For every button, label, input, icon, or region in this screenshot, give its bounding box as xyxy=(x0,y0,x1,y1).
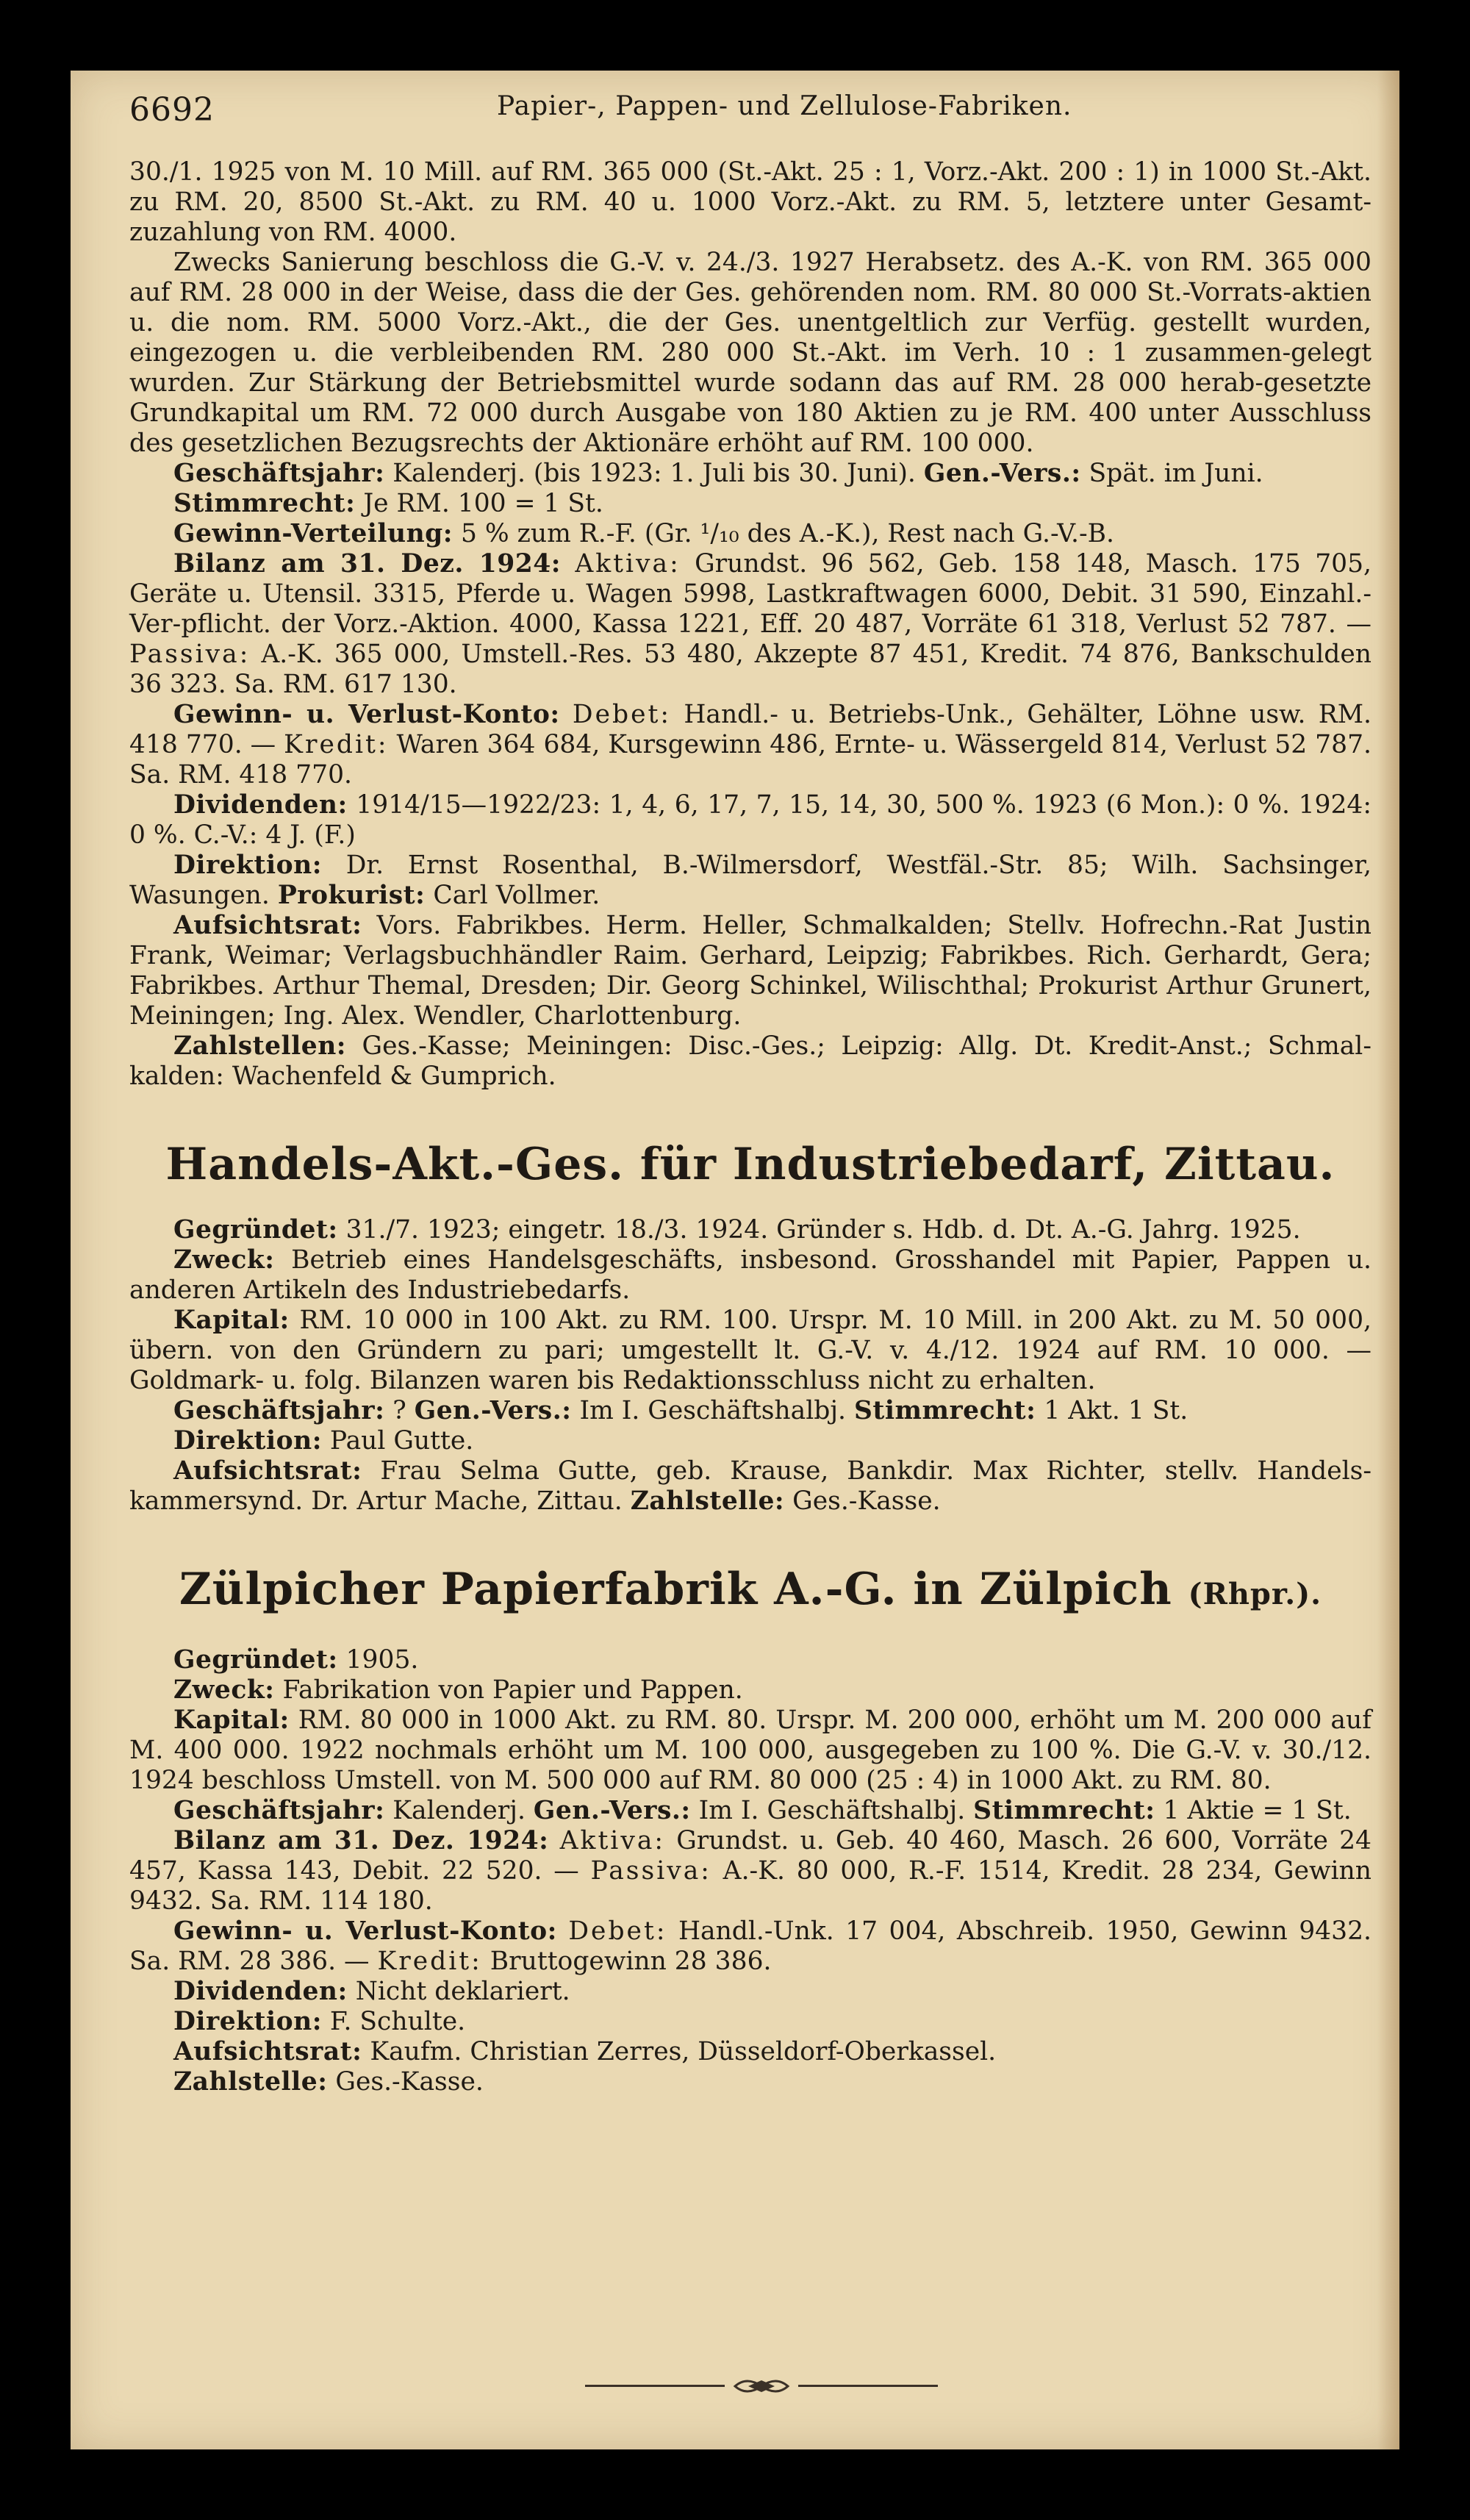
credit-value: Bruttogewinn 28 386. xyxy=(490,1947,772,1976)
section-zuelpicher-papierfabrik xyxy=(129,1562,1372,2097)
purpose-label: Zweck: xyxy=(173,1245,275,1275)
profit-loss-entry xyxy=(129,1916,1372,1977)
profit-loss-entry xyxy=(129,700,1372,790)
capital-value: RM. 80 000 in 1000 Akt. zu RM. 80. Urspr. M. 200 000, erhöht um M. 200 000 auf M. 400 000. 1922 nochmals erhöht um M. 100 000, ausgegeben zu 100 %. Die G.-V. v. 30./12. 1924 beschloss Umstell. von M. 500 000 auf RM. 80 000 (25 : 4) in 1000 Akt. zu RM. 80. xyxy=(129,1705,1372,1795)
balance-sheet-label: Bilanz am 31. Dez. 1924: xyxy=(173,1826,549,1855)
section-handels-akt-ges xyxy=(129,1137,1372,1517)
general-meeting-value: Spät. im Juni. xyxy=(1089,459,1263,488)
purpose-entry xyxy=(129,1245,1372,1306)
section-continued-company xyxy=(129,157,1372,1092)
debit-value: Handl.-Unk. 17 004, Abschreib. 1950, Gewinn 9432. Sa. RM. 28 386. — xyxy=(129,1916,1372,1976)
liabilities-label: Passiva: xyxy=(590,1856,711,1886)
general-meeting-label: Gen.-Vers.: xyxy=(533,1796,691,1825)
management-label: Direktion: xyxy=(173,851,322,880)
capital-label: Kapital: xyxy=(173,1705,290,1735)
fiscal-year-value: Kalenderj. xyxy=(392,1796,526,1825)
fiscal-year-entry xyxy=(129,1796,1372,1826)
assets-label: Aktiva: xyxy=(559,1826,666,1855)
assets-label: Aktiva: xyxy=(575,549,681,579)
divider-line-right xyxy=(798,2385,938,2387)
general-meeting-label: Gen.-Vers.: xyxy=(414,1396,572,1425)
supervisory-board-entry xyxy=(129,1456,1372,1517)
page-number: 6692 xyxy=(129,91,215,129)
management-entry xyxy=(129,2007,1372,2037)
paying-agents-value: Ges.-Kasse; Meiningen: Disc.-Ges.; Leipzig: Allg. Dt. Kredit-Anst.; Schmal-kalden: Wachenfeld & Gumprich. xyxy=(129,1031,1372,1091)
profit-loss-label: Gewinn- u. Verlust-Konto: xyxy=(173,700,560,729)
founded-label: Gegründet: xyxy=(173,1645,338,1675)
debit-value: Handl.- u. Betriebs-Unk., Gehälter, Löhne usw. RM. 418 770. — xyxy=(129,700,1372,759)
voting-rights-entry xyxy=(129,489,1372,519)
management-label: Direktion: xyxy=(173,2007,322,2036)
supervisory-board-entry xyxy=(129,2037,1372,2067)
voting-rights-value: Je RM. 100 = 1 St. xyxy=(363,489,603,518)
authorized-officer-label: Prokurist: xyxy=(277,881,426,910)
paying-agents-entry xyxy=(129,1031,1372,1092)
page-edge-shadow xyxy=(1377,71,1399,2449)
fiscal-year-entry xyxy=(129,1396,1372,1426)
capital-entry xyxy=(129,1306,1372,1396)
management-value: Dr. Ernst Rosenthal, B.-Wilmersdorf, Westfäl.-Str. 85; Wilh. Sachsinger, Wasungen. xyxy=(129,851,1372,910)
book-page xyxy=(71,71,1399,2449)
company-title-zuelpich xyxy=(129,1562,1372,1622)
page-header xyxy=(71,91,1399,135)
fiscal-year-label: Geschäftsjahr: xyxy=(173,1796,385,1825)
dividends-value: 1914/15—1922/23: 1, 4, 6, 17, 7, 15, 14, 30, 500 %. 1923 (6 Mon.): 0 %. 1924: 0 %. C.-V.: 4 J. (F.) xyxy=(129,790,1372,850)
assets-value: Grundst. u. Geb. 40 460, Masch. 26 600, Vorräte 24 457, Kassa 143, Debit. 22 520. — xyxy=(129,1826,1372,1886)
dividends-value: Nicht deklariert. xyxy=(355,1977,570,2006)
founded-value: 31./7. 1923; eingetr. 18./3. 1924. Gründer s. Hdb. d. Dt. A.-G. Jahrg. 1925. xyxy=(345,1215,1301,1245)
liabilities-value: A.-K. 365 000, Umstell.-Res. 53 480, Akzepte 87 451, Kredit. 74 876, Bankschulden 36 323. Sa. RM. 617 130. xyxy=(129,640,1372,699)
purpose-value: Fabrikation von Papier und Pappen. xyxy=(282,1675,743,1705)
voting-rights-label: Stimmrecht: xyxy=(173,489,356,518)
divider-line-left xyxy=(585,2385,725,2387)
purpose-label: Zweck: xyxy=(173,1675,275,1705)
balance-sheet-label: Bilanz am 31. Dez. 1924: xyxy=(173,549,561,579)
paying-agent-label: Zahlstelle: xyxy=(630,1486,785,1516)
supervisory-board-label: Aufsichtsrat: xyxy=(173,911,362,940)
profit-distribution-value: 5 % zum R.-F. (Gr. ¹/₁₀ des A.-K.), Rest nach G.-V.-B. xyxy=(461,519,1114,548)
general-meeting-value: Im I. Geschäftshalbj. xyxy=(579,1396,847,1425)
company-title-main: Zülpicher Papierfabrik A.-G. in Zülpich xyxy=(179,1564,1172,1615)
paying-agent-value: Ges.-Kasse. xyxy=(792,1486,941,1516)
fiscal-year-entry xyxy=(129,459,1372,489)
company-title-zittau: Handels-Akt.-Ges. für Industriebedarf, Zittau. xyxy=(165,1139,1335,1190)
liabilities-value: A.-K. 80 000, R.-F. 1514, Kredit. 28 234, Gewinn 9432. Sa. RM. 114 180. xyxy=(129,1856,1372,1916)
management-entry xyxy=(129,851,1372,911)
dividends-label: Dividenden: xyxy=(173,790,348,820)
debit-label: Debet: xyxy=(568,1916,667,1946)
fiscal-year-value: ? xyxy=(392,1396,406,1425)
dividends-label: Dividenden: xyxy=(173,1977,348,2006)
voting-rights-label: Stimmrecht: xyxy=(853,1396,1036,1425)
general-meeting-value: Im I. Geschäftshalbj. xyxy=(698,1796,966,1825)
credit-label: Kredit: xyxy=(284,730,389,759)
management-entry xyxy=(129,1426,1372,1456)
capital-entry xyxy=(129,1705,1372,1796)
credit-label: Kredit: xyxy=(377,1947,482,1976)
balance-sheet-entry xyxy=(129,1826,1372,1916)
supervisory-board-value: Kaufm. Christian Zerres, Düsseldorf-Oberkassel. xyxy=(370,2037,997,2066)
liabilities-label: Passiva: xyxy=(129,640,251,669)
management-value: F. Schulte. xyxy=(329,2007,466,2036)
purpose-value: Betrieb eines Handelsgeschäfts, insbesond. Grosshandel mit Papier, Pappen u. anderen Artikeln des Industriebedarfs. xyxy=(129,1245,1372,1305)
dividends-entry xyxy=(129,790,1372,851)
profit-distribution-label: Gewinn-Verteilung: xyxy=(173,519,453,548)
running-title: Papier-, Pappen- und Zellulose-Fabriken. xyxy=(497,91,1072,121)
fiscal-year-value: Kalenderj. (bis 1923: 1. Juli bis 30. Juni). xyxy=(392,459,916,488)
supervisory-board-value: Vors. Fabrikbes. Herm. Heller, Schmalkalden; Stellv. Hofrechn.-Rat Justin Frank, Weimar; Verlagsbuchhändler Raim. Gerhard, Leipzig; Fabrikbes. Rich. Gerhardt, Gera; Fabrikbes. Arthur Themal, Dresden; Dir. Georg Schinkel, Wilischthal; Prokurist Arthur Grunert, Meiningen; Ing. Alex. Wendler, Charlottenburg. xyxy=(129,911,1372,1031)
page-body xyxy=(129,157,1372,2097)
management-label: Direktion: xyxy=(173,1426,322,1456)
founded-label: Gegründet: xyxy=(173,1215,338,1245)
profit-loss-label: Gewinn- u. Verlust-Konto: xyxy=(173,1916,557,1946)
founded-entry xyxy=(129,1215,1372,1245)
capital-history-paragraph: 30./1. 1925 von M. 10 Mill. auf RM. 365 000 (St.-Akt. 25 : 1, Vorz.-Akt. 200 : 1) in 1000 St.-Akt. zu RM. 20, 8500 St.-Akt. zu RM. 40 u. 1000 Vorz.-Akt. zu RM. 5, letztere unter Gesamt-zuzahlung von RM. 4000. xyxy=(129,157,1372,247)
company-title-region: (Rhpr.). xyxy=(1188,1577,1322,1611)
supervisory-board-value: Frau Selma Gutte, geb. Krause, Bankdir. Max Richter, stellv. Handels-kammersynd. Dr. Artur Mache, Zittau. xyxy=(129,1456,1372,1516)
management-value: Paul Gutte. xyxy=(329,1426,474,1456)
founded-value: 1905. xyxy=(345,1645,419,1675)
paying-agent-label: Zahlstelle: xyxy=(173,2067,328,2097)
credit-value: Waren 364 684, Kursgewinn 486, Ernte- u. Wässergeld 814, Verlust 52 787. Sa. RM. 418 770. xyxy=(129,730,1372,790)
paying-agents-label: Zahlstellen: xyxy=(173,1031,347,1061)
paying-agent-value: Ges.-Kasse. xyxy=(335,2067,484,2097)
end-divider-ornament xyxy=(585,2372,938,2401)
paying-agent-entry xyxy=(129,2067,1372,2097)
supervisory-board-label: Aufsichtsrat: xyxy=(173,1456,362,1486)
general-meeting-label: Gen.-Vers.: xyxy=(923,459,1081,488)
voting-rights-value: 1 Aktie = 1 St. xyxy=(1163,1796,1352,1825)
purpose-entry xyxy=(129,1675,1372,1705)
capital-label: Kapital: xyxy=(173,1306,290,1335)
founded-entry xyxy=(129,1645,1372,1675)
balance-sheet-entry xyxy=(129,549,1372,700)
fiscal-year-label: Geschäftsjahr: xyxy=(173,1396,385,1425)
capital-value: RM. 10 000 in 100 Akt. zu RM. 100. Urspr. M. 10 Mill. in 200 Akt. zu M. 50 000, übern. von den Gründern zu pari; umgestellt lt. G.-V. v. 4./12. 1924 auf RM. 10 000. — Goldmark- u. folg. Bilanzen waren bis Redaktionsschluss nicht zu erhalten. xyxy=(129,1306,1372,1395)
profit-distribution-entry xyxy=(129,519,1372,549)
supervisory-board-entry xyxy=(129,911,1372,1031)
debit-label: Debet: xyxy=(572,700,671,729)
assets-value: Grundst. 96 562, Geb. 158 148, Masch. 175 705, Geräte u. Utensil. 3315, Pferde u. Wagen 5998, Lastkraftwagen 6000, Debit. 31 590, Einzahl.-Ver-pflicht. der Vorz.-Aktion. 4000, Kassa 1221, Eff. 20 487, Vorräte 61 318, Verlust 52 787. — xyxy=(129,549,1372,639)
reorganization-paragraph: Zwecks Sanierung beschloss die G.-V. v. 24./3. 1927 Herabsetz. des A.-K. von RM. 365 000 auf RM. 28 000 in der Weise, dass die der Ges. gehörenden nom. RM. 80 000 St.-Vorrats-aktien u. die nom. RM. 5000 Vorz.-Akt., die der Ges. unentgeltlich zur Verfüg. gestellt wurden, eingezogen u. die verbleibenden RM. 280 000 St.-Akt. im Verh. 10 : 1 zusammen-gelegt wurden. Zur Stärkung der Betriebsmittel wurde sodann das auf RM. 28 000 herab-gesetzte Grundkapital um RM. 72 000 durch Ausgabe von 180 Aktien zu je RM. 400 unter Ausschluss des gesetzlichen Bezugsrechts der Aktionäre erhöht auf RM. 100 000. xyxy=(129,248,1372,458)
supervisory-board-label: Aufsichtsrat: xyxy=(173,2037,362,2066)
dividends-entry xyxy=(129,1977,1372,2007)
authorized-officer-value: Carl Vollmer. xyxy=(433,881,600,910)
fiscal-year-label: Geschäftsjahr: xyxy=(173,459,385,488)
voting-rights-label: Stimmrecht: xyxy=(973,1796,1155,1825)
voting-rights-value: 1 Akt. 1 St. xyxy=(1044,1396,1188,1425)
ornament-icon xyxy=(732,2372,791,2401)
